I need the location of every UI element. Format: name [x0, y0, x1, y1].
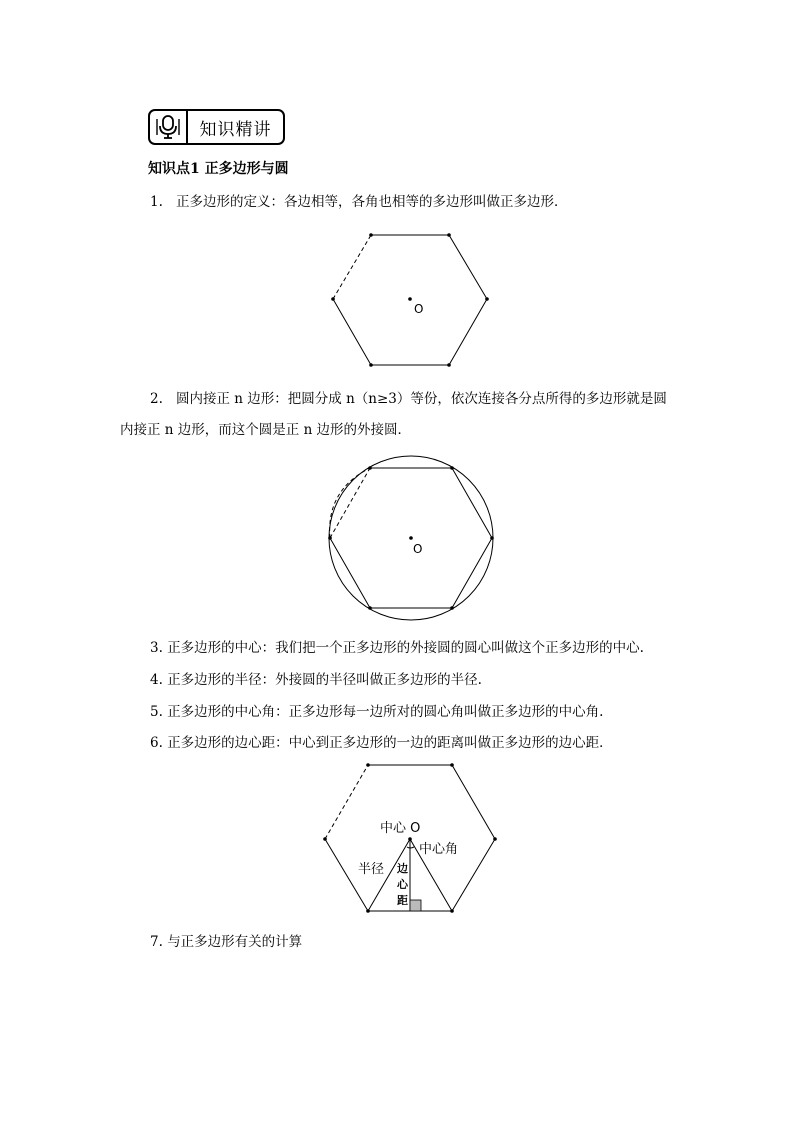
item-6-number: 6. — [150, 735, 163, 751]
item-3-text: 正多边形的中心：我们把一个正多边形的外接圆的圆心叫做这个正多边形的中心. — [167, 640, 644, 656]
item-5-number: 5. — [150, 704, 163, 720]
item-5 — [150, 702, 603, 722]
right-angle-marker — [410, 900, 421, 911]
item-4-number: 4. — [150, 672, 163, 688]
figure-hexagon-parts — [315, 755, 510, 920]
section-badge — [148, 109, 285, 145]
item-6 — [150, 733, 613, 753]
item-3-number: 3. — [150, 640, 163, 656]
item-2-line-2: 内接正 n 边形，而这个圆是正 n 边形的外接圆． — [120, 422, 412, 438]
hex1-center-point — [408, 297, 412, 301]
item-2-line-1 — [150, 389, 667, 409]
hex2-center-point — [409, 536, 413, 540]
hex1-center-label: O — [414, 302, 424, 316]
microphone-icon-box — [150, 111, 188, 143]
hex3-center-point — [408, 837, 412, 841]
microphone-icon — [155, 113, 181, 141]
figure-hexagon — [320, 225, 500, 373]
badge-label: 知识精讲 — [199, 119, 272, 140]
hex2-center-label: O — [413, 542, 423, 556]
hex1-edge-bottom-left — [333, 299, 371, 365]
apothem-label-char-2: 心 — [397, 878, 408, 891]
hex1-edge-top-right — [449, 235, 487, 299]
item-5-text: 正多边形的中心角：正多边形每一边所对的圆心角叫做正多边形的中心角. — [167, 704, 604, 720]
item-3 — [150, 638, 644, 658]
item-6-text: 正多边形的边心距：中心到正多边形的一边的距离叫做正多边形的边心距． — [167, 735, 613, 751]
center-label: 中心 O — [380, 821, 421, 836]
item-1-number: 1. — [150, 194, 163, 210]
section-heading: 知识点1 正多边形与圆 — [148, 161, 289, 177]
item-4 — [150, 670, 482, 690]
item-2-number: 2. — [150, 391, 163, 407]
apothem-label-char-3: 距 — [397, 894, 408, 907]
apothem-label-char-1: 边 — [397, 862, 408, 875]
item-2-text-1: 圆内接正 n 边形：把圆分成 n（n≥3）等份，依次连接各分点所得的多边形就是圆 — [176, 391, 667, 407]
figure-inscribed-hexagon — [320, 450, 500, 628]
item-7 — [150, 932, 302, 952]
item-1 — [150, 192, 568, 212]
central-angle-label: 中心角 — [419, 842, 459, 857]
item-7-number: 7. — [150, 934, 163, 950]
item-7-text: 与正多边形有关的计算 — [167, 934, 303, 950]
item-1-text: 正多边形的定义：各边相等，各角也相等的多边形叫做正多边形． — [176, 194, 568, 210]
hex1-edge-top-left-dashed — [333, 235, 371, 299]
item-4-text: 正多边形的半径：外接圆的半径叫做正多边形的半径. — [167, 672, 482, 688]
hex1-edge-bottom-right — [449, 299, 487, 365]
radius-label: 半径 — [358, 862, 385, 877]
